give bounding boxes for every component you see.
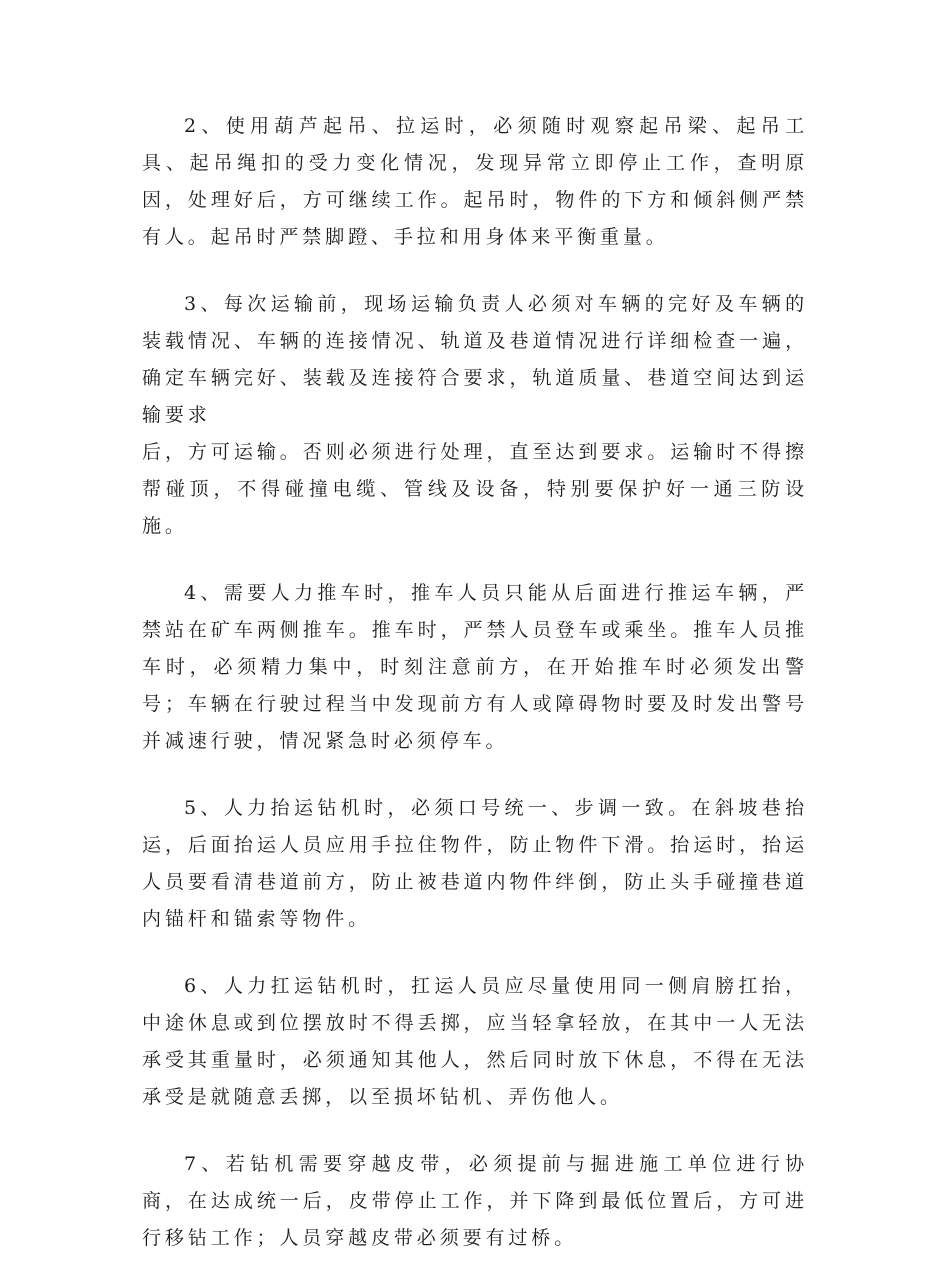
paragraph-7-crossing-belt: 7、若钻机需要穿越皮带，必须提前与掘进施工单位进行协商，在达成统一后，皮带停止工作，并下降到最低位置后，方可进行移钻工作；人员穿越皮带必须要有过桥。 [142,1153,808,1249]
document-body [142,108,808,1287]
paragraph-5-carrying-drill: 5、人力抬运钻机时，必须口号统一、步调一致。在斜坡巷抬运，后面抬运人员应用手拉住物件，防止物件下滑。抬运时，抬运人员要看清巷道前方，防止被巷道内物件绊倒，防止头手碰撞巷道内锚杆和锚索等物件。 [142,797,808,930]
paragraph-4-manual-cart-pushing: 4、需要人力推车时，推车人员只能从后面进行推运车辆，严禁站在矿车两侧推车。推车时，严禁人员登车或乘坐。推车人员推车时，必须精力集中，时刻注意前方，在开始推车时必须发出警号；车辆在行驶过程当中发现前方有人或障碍物时要及时发出警号并减速行驶，情况紧急时必须停车。 [142,582,808,752]
paragraph-3-transport-inspection: 3、每次运输前，现场运输负责人必须对车辆的完好及车辆的装载情况、车辆的连接情况、轨道及巷道情况进行详细检查一遍，确定车辆完好、装载及连接符合要求，轨道质量、巷道空间达到运输要求 后，方可运输。否则必须进行处理，直至达到要求。运输时不得擦帮碰顶，不得碰撞电缆、管线及设备，特别要保护好一通三防设施。 [142,293,808,537]
paragraph-6-shoulder-carrying: 6、人力扛运钻机时，扛运人员应尽量使用同一侧肩膀扛抬，中途休息或到位摆放时不得丢掷，应当轻拿轻放，在其中一人无法承受其重量时，必须通知其他人，然后同时放下休息，不得在无法承受是就随意丢掷，以至损坏钻机、弄伤他人。 [142,975,808,1108]
paragraph-2-hoist-safety: 2、使用葫芦起吊、拉运时，必须随时观察起吊梁、起吊工具、起吊绳扣的受力变化情况，发现异常立即停止工作，查明原因，处理好后，方可继续工作。起吊时，物件的下方和倾斜侧严禁有人。起吊时严禁脚蹬、手拉和用身体来平衡重量。 [142,115,808,248]
